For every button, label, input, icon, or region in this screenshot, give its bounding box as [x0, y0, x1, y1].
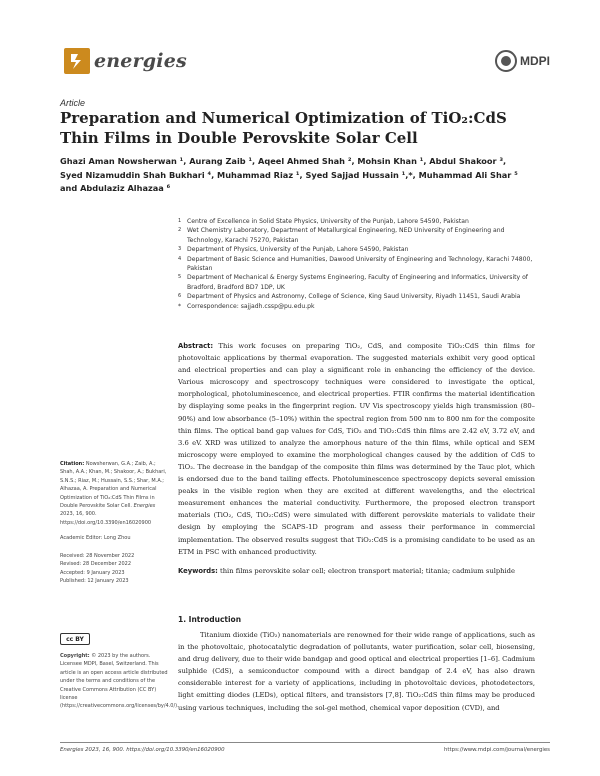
abstract [178, 340, 535, 558]
energies-logo-icon [64, 48, 90, 74]
copyright-label: Copyright: [60, 653, 90, 659]
footer-journal-link[interactable]: https://www.mdpi.com/journal/energies [444, 747, 550, 753]
abstract-text: This work focuses on preparing TiO₂, CdS, and composite TiO₂:CdS thin films for photovoltaic applications by thermal evaporation. The suggested materials exhibit very good optical and electrical properties and can play a significant role in enhancing the efficiency of the device. Various microscopy and spectroscopy techniques were considered to investigate the optical, morphological, photoluminescence, and electrical properties. FTIR confirms the material identification by displaying some peaks in the fingerprint region. UV Vis spectroscopy yields high transmission (80–90%) and low absorbance (5–10%) within the spectral region from 500 nm to 800 nm for the composite thin films. The optical band gap values for CdS, TiO₂ and TiO₂:CdS thin films are 2.42 eV, 3.72 eV, and 3.6 eV. XRD was utilized to analyze the amorphous nature of the thin films, while optical and SEM microscopy were employed to examine the morphological changes caused by the addition of CdS to TiO₂. The decrease in the bandgap of the composite thin films was determined by the Tauc plot, which is endorsed due to the band tailing effects. Photoluminescence spectroscopy depicts several emission peaks in the visible region when they are excited at different wavelengths, and the electrical measurement enhances the material conductivity. Furthermore, the proposed electron transport materials (TiO₂, CdS, TiO₂:CdS) were simulated with different perovskite materials to validate their design by employing the SCAPS-1D program and assess their performance in commercial implementation. The observed results suggest that TiO₂:CdS is a promising candidate to be used as an ETM in PSC with enhanced productivity. [178, 342, 535, 556]
abstract-label: Abstract: [178, 342, 214, 350]
keywords-text: thin films perovskite solar cell; electron transport material; titania; cadmium sulphide [220, 567, 516, 575]
journal-name: energies [94, 50, 187, 72]
keywords [178, 566, 535, 576]
copyright-text: © 2023 by the authors. Licensee MDPI, Basel, Switzerland. This article is an open access article distributed under the terms and conditions of the Creative Commons Attribution (CC BY) license (https://creativecommons.org/licenses/by/4.0/). [60, 653, 179, 710]
citation-text: Nowsherwan, G.A.; Zaib, A.; Shah, A.A.; Khan, M.; Shakoor, A.; Bukhari, S.N.S.; Riaz, M.; Hussain, S.S.; Shar, M.A.; Alhazaa, A. Preparation and Numerical Optimization of TiO₂:CdS Thin Films in Double Perovskite Solar Cell. [60, 461, 167, 510]
affiliation-text: Department of Physics, University of the Punjab, Lahore 54590, Pakistan [187, 246, 409, 254]
publisher-name: MDPI [520, 54, 550, 68]
dates-block [60, 552, 168, 586]
article-type: Article [60, 98, 86, 108]
citation-label: Citation: [60, 461, 85, 467]
affiliation-text: Department of Physics and Astronomy, College of Science, King Saud University, Riyadh 11451, Saudi Arabia [187, 293, 521, 301]
page-footer [60, 747, 550, 753]
affiliation-number: 2 [178, 227, 182, 234]
mdpi-logo-icon [495, 50, 517, 72]
affiliation-item [178, 302, 538, 311]
affiliation-text: Department of Mechanical & Energy Systems Engineering, Faculty of Engineering and Informatics, University of Bradford, Bradford BD7 1DP, UK [187, 274, 528, 291]
citation-journal: Energies [133, 503, 156, 510]
accepted-date: Accepted: 9 January 2023 [60, 569, 125, 576]
paper-title: Preparation and Numerical Optimization of TiO₂:CdS Thin Films in Double Perovskite Solar Cell [60, 109, 507, 147]
affiliation-item [178, 245, 538, 254]
footer-divider [60, 742, 550, 743]
footer-citation: Energies 2023, 16, 900. https://doi.org/10.3390/en16020900 [60, 747, 225, 753]
cc-by-license-icon[interactable]: cc BY [60, 633, 90, 645]
affiliation-item [178, 226, 538, 245]
revised-date: Revised: 28 December 2022 [60, 561, 131, 568]
published-date: Published: 12 January 2023 [60, 578, 129, 585]
affiliation-text: Department of Basic Science and Humanities, Dawood University of Engineering and Technology, Karachi 74800, Pakistan [187, 255, 533, 273]
affiliation-text: Wet Chemistry Laboratory, Department of Metallurgical Engineering, NED University of Engineering and Technology, Karachi 75270, Pakistan [187, 227, 505, 244]
citation-ref[interactable]: 2023, 16, 900. https://doi.org/10.3390/en16020900 [60, 511, 152, 526]
affiliation-text: Centre of Excellence in Solid State Physics, University of the Punjab, Lahore 54590, Pakistan [187, 218, 469, 225]
introduction-text: Titanium dioxide (TiO₂) nanomaterials are renowned for their wide range of applications, such as in the photovoltaic, photocatalytic degradation of pollutants, water purification, solar cell, biosensing, and drug delivery, due to their wide bandgap and good optical and electrical properties [1–6]. Cadmium sulphide (CdS), a semiconductor compound with a direct bandgap of 2.4 eV, has also drawn considerable interest for a variety of applications, including in photovoltaic devices, photodetectors, light emitting diodes (LEDs), optical filters, and transistors [7,8]. TiO₂:CdS thin films may be produced using various techniques, including the sol-gel method, chemical vapor deposition (CVD), and [178, 631, 535, 712]
affiliation-number: 4 [178, 255, 182, 262]
publisher-logo [495, 50, 550, 72]
affiliation-number: 1 [178, 218, 182, 224]
affiliation-item [178, 255, 538, 274]
copyright-block [60, 652, 179, 711]
received-date: Received: 28 November 2022 [60, 553, 135, 559]
author-list: Ghazi Aman Nowsherwan ¹, Aurang Zaib ¹, Aqeel Ahmed Shah ², Mohsin Khan ¹, Abdul Shakoor ³, Syed Nizamuddin Shah Bukhari ⁴, Muhammad Riaz ¹, Syed Sajjad Hussain ¹,*, Muhammad Ali Shar ⁵ and Abdulaziz Alhazaa ⁶ [60, 156, 518, 193]
section-title: 1. Introduction [178, 615, 242, 624]
affiliation-number: 3 [178, 246, 182, 253]
affiliation-list [178, 217, 538, 311]
affiliation-text: Correspondence: sajjadh.cssp@pu.edu.pk [187, 302, 315, 310]
affiliation-number: 5 [178, 274, 182, 281]
affiliation-item [178, 292, 538, 301]
citation-block [60, 460, 168, 527]
affiliation-item [178, 217, 538, 226]
affiliation-number: 6 [178, 293, 182, 300]
keywords-label: Keywords: [178, 567, 218, 575]
affiliation-number: * [178, 302, 181, 310]
academic-editor: Academic Editor: Long Zhou [60, 535, 131, 541]
lightning-icon [67, 51, 87, 71]
journal-header [60, 44, 550, 84]
affiliation-item [178, 273, 538, 292]
